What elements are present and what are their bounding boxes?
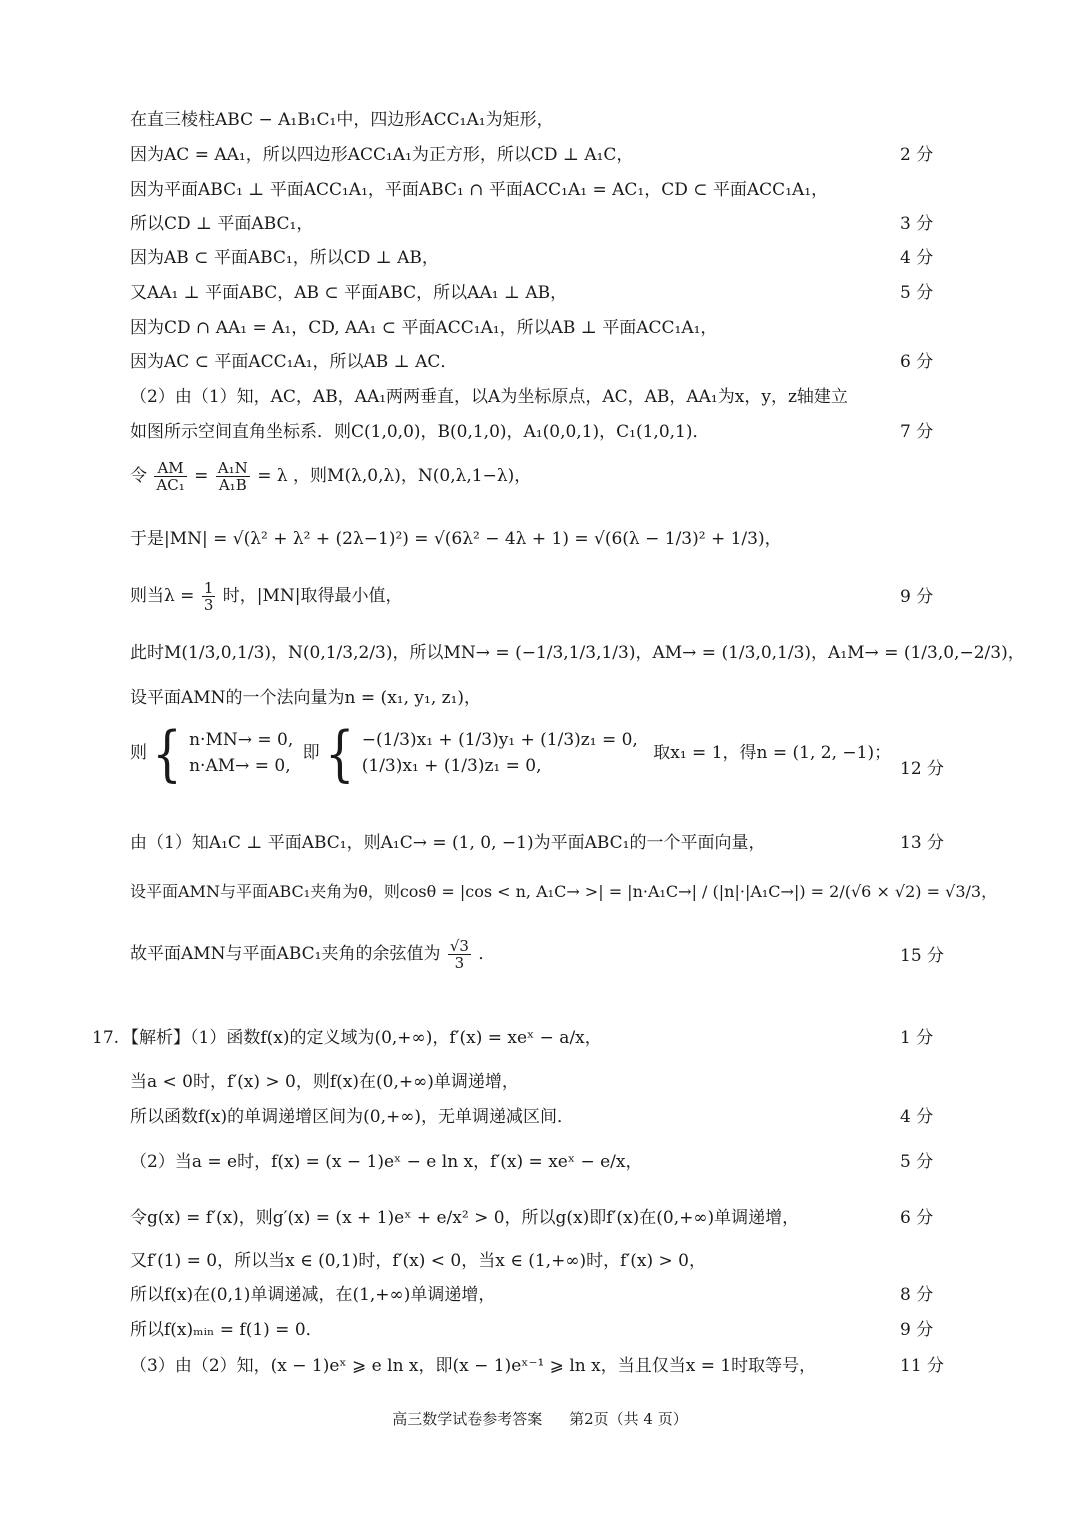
- fraction: [448, 938, 471, 971]
- system-line: [130, 717, 930, 789]
- page-footer: [0, 1408, 1080, 1429]
- text-fragment: 即: [302, 743, 320, 763]
- text-line: 设平面AMN与平面ABC₁夹角为θ，则cosθ = |cos < n, A₁C→ >| = |n·A₁C→| / (|n|·|A₁C→|) = 2/(√6 × √2) = √3/3，: [130, 882, 998, 901]
- text-fragment: 则当λ =: [130, 586, 195, 606]
- score-label: 3 分: [900, 214, 934, 234]
- text-line: 又f′(1) = 0，所以当x ∈ (0,1)时，f′(x) < 0，当x ∈ (1,+∞)时，f′(x) > 0，: [130, 1251, 706, 1271]
- text-line: （2）由（1）知，AC，AB，AA₁两两垂直，以A为坐标原点，AC，AB，AA₁为x，y，z轴建立: [130, 387, 848, 407]
- brace-icon: {: [152, 717, 182, 789]
- text-line: 所以CD ⊥ 平面ABC₁，: [130, 214, 314, 234]
- equation: n·AM→ = 0,: [189, 756, 291, 776]
- score-label: 9 分: [900, 587, 934, 607]
- text-line: 又AA₁ ⊥ 平面ABC，AB ⊂ 平面ABC，所以AA₁ ⊥ AB，: [130, 283, 568, 303]
- question-number: 17.: [92, 1028, 120, 1048]
- text-line: 于是|MN| = √(λ² + λ² + (2λ−1)²) = √(6λ² − 4λ + 1) = √(6(λ − 1/3)² + 1/3)，: [130, 529, 782, 549]
- score-label: 11 分: [900, 1356, 945, 1376]
- fraction-numerator: 1: [203, 579, 214, 597]
- text-line: 因为平面ABC₁ ⊥ 平面ACC₁A₁，平面ABC₁ ∩ 平面ACC₁A₁ = AC₁，CD ⊂ 平面ACC₁A₁，: [130, 180, 829, 200]
- text-line: （2）当a = e时，f(x) = (x − 1)eˣ − e ln x，f′(x) = xeˣ − e/x，: [130, 1152, 643, 1172]
- text-fragment: 取x₁ = 1，得n = (1, 2, −1)；: [653, 743, 892, 763]
- text-fragment: 令: [130, 466, 147, 486]
- score-label: 5 分: [900, 1152, 934, 1172]
- text-fragment: 则: [130, 743, 147, 763]
- text-line: 因为AB ⊂ 平面ABC₁，所以CD ⊥ AB，: [130, 248, 439, 268]
- text-line: 设平面AMN的一个法向量为n = (x₁, y₁, z₁)，: [130, 688, 482, 708]
- fraction-denominator: 3: [454, 954, 465, 972]
- equation: (1/3)x₁ + (1/3)z₁ = 0,: [361, 756, 542, 776]
- text-line: 因为CD ∩ AA₁ = A₁，CD, AA₁ ⊂ 平面ACC₁A₁，所以AB ⊥ 平面ACC₁A₁，: [130, 318, 718, 338]
- score-label: 1 分: [900, 1028, 934, 1048]
- fraction: [202, 580, 216, 613]
- equation: −(1/3)x₁ + (1/3)y₁ + (1/3)z₁ = 0,: [361, 730, 638, 750]
- score-label: 5 分: [900, 283, 934, 303]
- text-fragment: = λ: [257, 466, 288, 486]
- text-line: 因为AC ⊂ 平面ACC₁A₁，所以AB ⊥ AC．: [130, 352, 458, 372]
- fraction: [154, 460, 186, 493]
- fraction-denominator: AC₁: [156, 476, 185, 494]
- score-label: 12 分: [900, 759, 945, 779]
- text-line: 所以函数f(x)的单调递增区间为(0,+∞)，无单调递减区间．: [130, 1107, 575, 1127]
- text-fragment: ．: [478, 944, 496, 964]
- score-label: 7 分: [900, 422, 934, 442]
- score-label: 13 分: [900, 833, 945, 853]
- score-label: 4 分: [900, 248, 934, 268]
- text-line: 在直三棱柱ABC − A₁B₁C₁中，四边形ACC₁A₁为矩形，: [130, 110, 554, 130]
- score-label: 9 分: [900, 1320, 934, 1340]
- footer-page-number: 第2页（共 4 页）: [569, 1410, 688, 1428]
- equation: n·MN→ = 0,: [189, 730, 294, 750]
- score-label: 4 分: [900, 1107, 934, 1127]
- conclusion-line: [130, 934, 930, 974]
- text-line: 所以f(x)ₘᵢₙ = f(1) = 0．: [130, 1320, 323, 1340]
- text-line: 所以f(x)在(0,1)单调递减，在(1,+∞)单调递增，: [130, 1285, 496, 1305]
- score-label: 6 分: [900, 1208, 934, 1228]
- text-line: （3）由（2）知，(x − 1)eˣ ⩾ e ln x，即(x − 1)eˣ⁻¹ ⩾ ln x，当且仅当x = 1时取等号，: [130, 1356, 817, 1376]
- fraction-numerator: A₁N: [217, 459, 248, 477]
- ratio-line: [130, 458, 930, 494]
- text-line: 因为AC = AA₁，所以四边形ACC₁A₁为正方形，所以CD ⊥ A₁C，: [130, 145, 634, 165]
- text-line: 当a < 0时，f′(x) > 0，则f(x)在(0,+∞)单调递增，: [130, 1072, 519, 1092]
- fraction-numerator: AM: [154, 460, 186, 477]
- text-line: 此时M(1/3,0,1/3)，N(0,1/3,2/3)，所以MN→ = (−1/3,1/3,1/3)，AM→ = (1/3,0,1/3)，A₁M→ = (1/3,0,−2/3)，: [130, 643, 1025, 663]
- footer-title: 高三数学试卷参考答案: [392, 1410, 543, 1428]
- text-fragment: =: [194, 466, 209, 486]
- brace-icon: {: [325, 717, 355, 789]
- min-line: [130, 578, 930, 614]
- equation-system: [362, 727, 638, 779]
- score-label: 15 分: [900, 946, 945, 966]
- text-fragment: 时，|MN|取得最小值，: [222, 586, 403, 606]
- equation-system: [189, 727, 293, 779]
- score-label: 2 分: [900, 145, 934, 165]
- fraction-denominator: 3: [203, 596, 214, 614]
- fraction-denominator: A₁B: [218, 476, 247, 494]
- text-line: 令g(x) = f′(x)，则g′(x) = (x + 1)eˣ + e/x² > 0，所以g(x)即f′(x)在(0,+∞)单调递增，: [130, 1208, 800, 1228]
- score-label: 6 分: [900, 352, 934, 372]
- text-line: 由（1）知A₁C ⊥ 平面ABC₁，则A₁C→ = (1, 0, −1)为平面ABC₁的一个平面向量，: [130, 833, 766, 853]
- fraction-numerator: √3: [449, 937, 469, 955]
- text-line: 如图所示空间直角坐标系．则C(1,0,0)，B(0,1,0)，A₁(0,0,1)，C₁(1,0,1)．: [130, 422, 710, 442]
- text-fragment: ，则M(λ,0,λ)，N(0,λ,1−λ)，: [293, 466, 532, 486]
- fraction: [216, 460, 250, 493]
- score-label: 8 分: [900, 1285, 934, 1305]
- text-fragment: 故平面AMN与平面ABC₁夹角的余弦值为: [130, 944, 441, 964]
- text-line: 【解析】（1）函数f(x)的定义域为(0,+∞)，f′(x) = xeˣ − a/x，: [122, 1028, 602, 1048]
